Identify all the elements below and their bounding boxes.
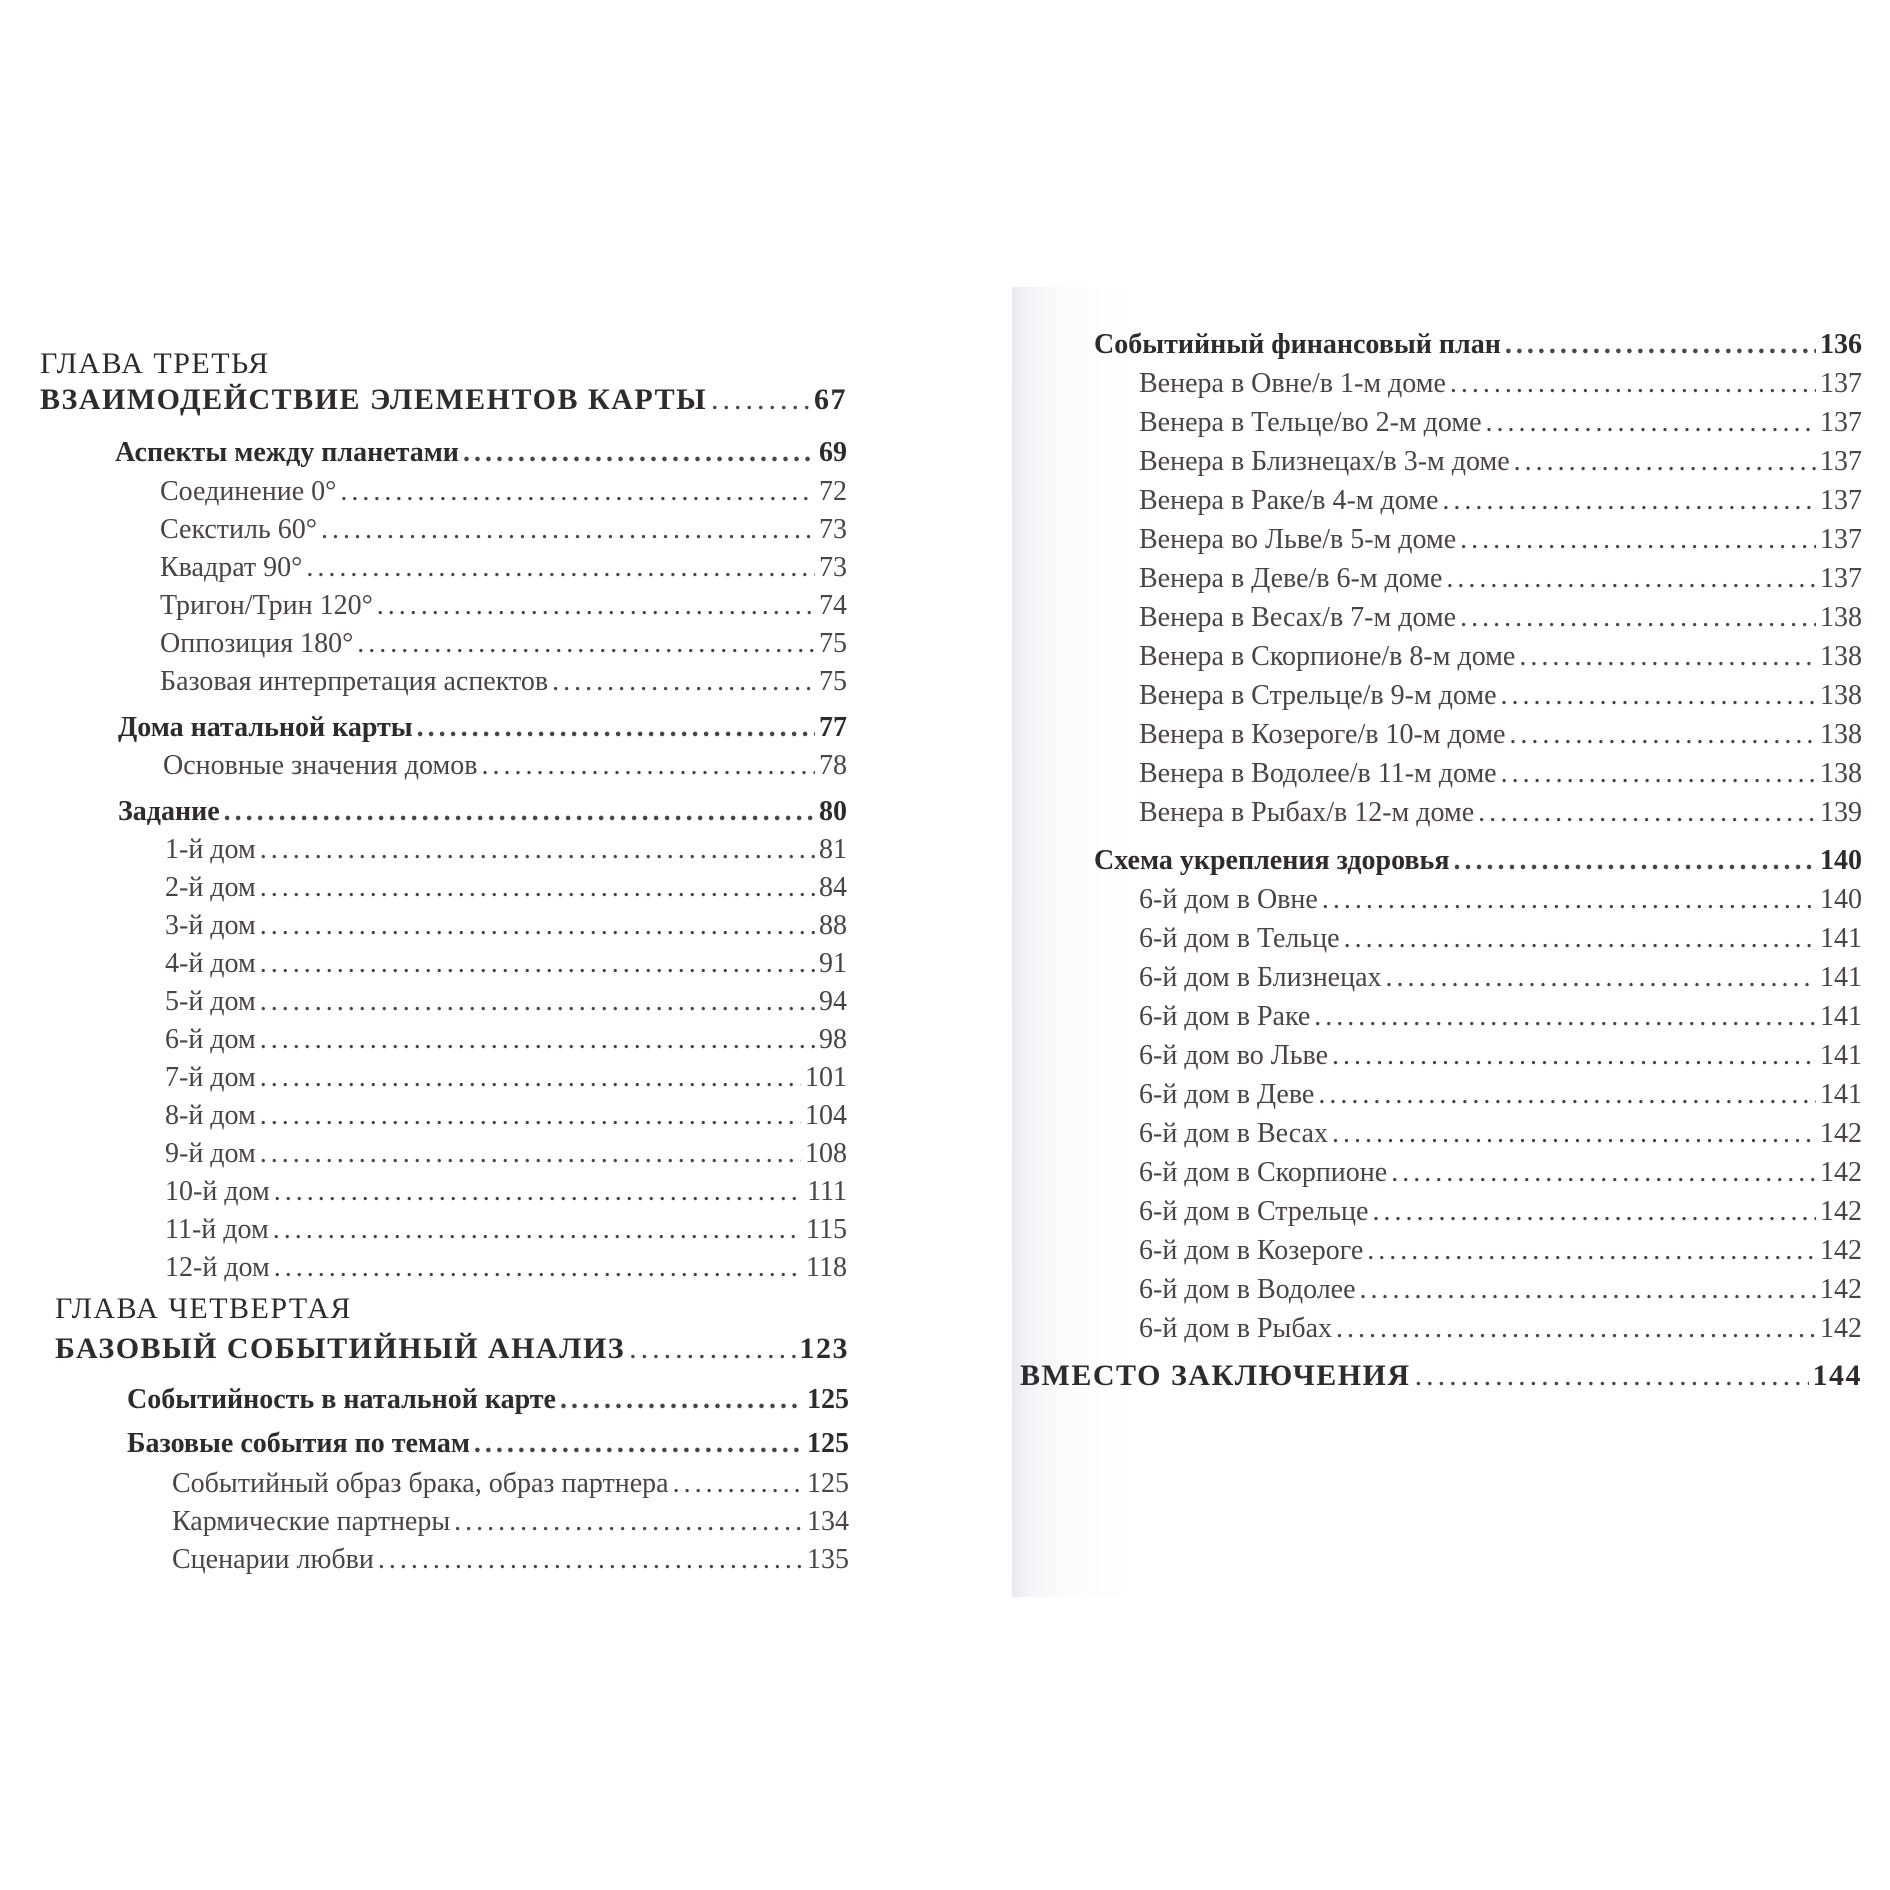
toc-subsection (165, 1024, 847, 1056)
toc-title: 3-й дом (165, 910, 256, 941)
toc-leader (481, 750, 815, 782)
toc-title: 9-й дом (165, 1138, 256, 1169)
toc-page: 140 (1820, 845, 1862, 876)
toc-page: 125 (807, 1468, 849, 1499)
toc-section (1094, 845, 1862, 877)
toc-section (127, 1384, 849, 1416)
toc-section (1094, 329, 1862, 361)
toc-subsection (1139, 962, 1862, 994)
toc-title: 6-й дом в Весах (1139, 1118, 1328, 1149)
toc-subsection (1139, 368, 1862, 400)
toc-page: 137 (1820, 485, 1862, 516)
toc-subsection (160, 476, 847, 508)
toc-leader (1514, 446, 1816, 478)
toc-leader (454, 1506, 803, 1538)
toc-leader (1519, 641, 1816, 673)
toc-subsection (165, 1138, 847, 1170)
toc-title: Венера в Скорпионе/в 8-м доме (1139, 641, 1516, 672)
toc-subsection (165, 872, 847, 904)
toc-subsection (1139, 1040, 1862, 1072)
toc-title: Соединение 0° (160, 476, 337, 507)
toc-page: 138 (1820, 602, 1862, 633)
toc-title: 6-й дом в Раке (1139, 1001, 1311, 1032)
toc-leader (377, 590, 815, 622)
toc-title: Венера в Деве/в 6-м доме (1139, 563, 1443, 594)
toc-subsection (1139, 1196, 1862, 1228)
toc-page: 144 (1812, 1359, 1862, 1392)
toc-page: 91 (819, 948, 847, 979)
toc-leader (1322, 884, 1816, 916)
toc-page: 101 (805, 1062, 847, 1093)
toc-title: Задание (118, 796, 220, 827)
toc-title: Секстиль 60° (160, 514, 317, 545)
toc-title: Венера в Близнецах/в 3-м доме (1139, 446, 1510, 477)
toc-subsection (165, 948, 847, 980)
toc-subsection (1139, 1235, 1862, 1267)
toc-title: Квадрат 90° (160, 552, 303, 583)
toc-subsection (165, 1062, 847, 1094)
toc-subsection (1139, 1079, 1862, 1111)
toc-title: Венера в Овне/в 1-м доме (1139, 368, 1446, 399)
toc-page: 118 (806, 1252, 847, 1283)
toc-leader (1332, 1040, 1816, 1072)
toc-title: 6-й дом в Козероге (1139, 1235, 1364, 1266)
toc-title: 6-й дом (165, 1024, 256, 1055)
toc-page: 141 (1820, 1040, 1862, 1071)
toc-title: Сценарии любви (172, 1544, 374, 1575)
toc-page: 141 (1820, 1001, 1862, 1032)
toc-page: 138 (1820, 641, 1862, 672)
toc-title: 6-й дом в Стрельце (1139, 1196, 1369, 1227)
toc-title: ВМЕСТО ЗАКЛЮЧЕНИЯ (1020, 1359, 1411, 1392)
toc-subsection (1139, 1118, 1862, 1150)
toc-subsection (1139, 1274, 1862, 1306)
toc-title: Базовые события по темам (127, 1428, 470, 1459)
toc-leader (340, 476, 815, 508)
toc-page: 73 (819, 514, 847, 545)
toc-title: 4-й дом (165, 948, 256, 979)
chapter-label: ГЛАВА ТРЕТЬЯ (40, 347, 270, 380)
toc-leader (1478, 797, 1816, 829)
toc-page: 137 (1820, 368, 1862, 399)
toc-page: 67 (814, 383, 847, 416)
toc-page: 136 (1820, 329, 1862, 360)
toc-title: 6-й дом в Деве (1139, 1079, 1315, 1110)
toc-page: 137 (1820, 524, 1862, 555)
toc-page: 125 (807, 1384, 849, 1415)
toc-page: 75 (819, 666, 847, 697)
toc-subsection (1139, 797, 1862, 829)
toc-leader (260, 1024, 815, 1056)
toc-subsection (172, 1544, 849, 1576)
toc-title: 5-й дом (165, 986, 256, 1017)
toc-leader (1344, 923, 1816, 955)
toc-page: 139 (1820, 797, 1862, 828)
toc-leader (1486, 407, 1817, 439)
toc-page: 74 (819, 590, 847, 621)
toc-leader (1336, 1313, 1816, 1345)
toc-title: 6-й дом во Льве (1139, 1040, 1329, 1071)
toc-title: Венера в Козероге/в 10-м доме (1139, 719, 1506, 750)
toc-title: Схема укрепления здоровья (1094, 845, 1450, 876)
toc-page: 141 (1820, 962, 1862, 993)
toc-page: 108 (805, 1138, 847, 1169)
toc-title: 10-й дом (165, 1176, 270, 1207)
toc-leader (260, 834, 815, 866)
toc-leader (629, 1332, 795, 1366)
toc-leader (260, 872, 815, 904)
toc-leader (1501, 758, 1816, 790)
toc-title: Венера в Тельце/во 2-м доме (1139, 407, 1482, 438)
toc-leader (321, 514, 815, 546)
toc-title: ВЗАИМОДЕЙСТВИЕ ЭЛЕМЕНТОВ КАРТЫ (40, 383, 708, 416)
toc-leader (273, 1214, 802, 1246)
toc-leader (1460, 602, 1816, 634)
toc-title: Венера в Рыбах/в 12-м доме (1139, 797, 1475, 828)
toc-leader (1442, 485, 1816, 517)
toc-leader (1454, 845, 1816, 877)
toc-title: Базовая интерпретация аспектов (160, 666, 549, 697)
toc-leader (260, 1062, 801, 1094)
toc-title: 6-й дом в Скорпионе (1139, 1157, 1388, 1188)
toc-subsection (1139, 1157, 1862, 1189)
toc-subsection (165, 910, 847, 942)
toc-title: Оппозиция 180° (160, 628, 354, 659)
toc-page: 80 (819, 796, 847, 827)
toc-subsection (165, 1176, 847, 1208)
toc-page: 142 (1820, 1313, 1862, 1344)
toc-leader (1360, 1274, 1816, 1306)
toc-title: 6-й дом в Близнецах (1139, 962, 1382, 993)
toc-title: Тригон/Трин 120° (160, 590, 373, 621)
chapter-label: ГЛАВА ЧЕТВЕРТАЯ (55, 1292, 352, 1325)
toc-page: 142 (1820, 1118, 1862, 1149)
toc-leader (274, 1252, 802, 1284)
toc-page: 84 (819, 872, 847, 903)
toc-page: 135 (807, 1544, 849, 1575)
toc-subsection (165, 986, 847, 1018)
toc-page: 138 (1820, 719, 1862, 750)
toc-chapter (55, 1332, 849, 1366)
toc-title: Аспекты между планетами (115, 437, 459, 468)
toc-page: 69 (819, 437, 847, 468)
toc-leader (1501, 680, 1816, 712)
toc-page: 142 (1820, 1196, 1862, 1227)
toc-page: 123 (799, 1332, 849, 1365)
toc-subsection (160, 666, 847, 698)
toc-page: 142 (1820, 1274, 1862, 1305)
toc-subsection (163, 750, 847, 782)
toc-subsection (1139, 1313, 1862, 1345)
toc-title: БАЗОВЫЙ СОБЫТИЙНЫЙ АНАЛИЗ (55, 1332, 626, 1365)
toc-leader (378, 1544, 803, 1576)
toc-page: 141 (1820, 923, 1862, 954)
toc-leader (417, 712, 815, 744)
toc-leader (1505, 329, 1816, 361)
toc-leader (1415, 1359, 1809, 1393)
toc-page: 77 (819, 712, 847, 743)
toc-title: 8-й дом (165, 1100, 256, 1131)
toc-leader (1332, 1118, 1816, 1150)
toc-leader (260, 910, 815, 942)
toc-page: 142 (1820, 1235, 1862, 1266)
toc-title: Венера в Раке/в 4-м доме (1139, 485, 1439, 516)
toc-chapter (40, 383, 847, 417)
toc-subsection (1139, 758, 1862, 790)
toc-leader (357, 628, 815, 660)
toc-title: 6-й дом в Водолее (1139, 1274, 1356, 1305)
toc-leader (260, 1138, 801, 1170)
toc-leader (1372, 1196, 1816, 1228)
toc-page: 138 (1820, 758, 1862, 789)
toc-leader (1386, 962, 1816, 994)
toc-subsection (1139, 563, 1862, 595)
toc-leader (1446, 563, 1816, 595)
toc-page: 142 (1820, 1157, 1862, 1188)
toc-subsection (1139, 884, 1862, 916)
toc-subsection (1139, 923, 1862, 955)
toc-title: 7-й дом (165, 1062, 256, 1093)
toc-leader (1450, 368, 1816, 400)
toc-subsection (165, 1214, 847, 1246)
toc-leader (306, 552, 815, 584)
toc-subsection (165, 1100, 847, 1132)
toc-page: 73 (819, 552, 847, 583)
toc-page: 94 (819, 986, 847, 1017)
toc-leader (463, 437, 815, 469)
toc-page: 138 (1820, 680, 1862, 711)
toc-leader (560, 1384, 803, 1416)
toc-leader (673, 1468, 803, 1500)
toc-subsection (160, 590, 847, 622)
toc-subsection (1139, 719, 1862, 751)
toc-leader (1391, 1157, 1816, 1189)
right-page (1012, 287, 1890, 1597)
toc-section (127, 1428, 849, 1460)
toc-subsection (1139, 602, 1862, 634)
toc-title: Дома натальной карты (118, 712, 413, 743)
toc-subsection (1139, 524, 1862, 556)
toc-leader (274, 1176, 803, 1208)
toc-page: 111 (807, 1176, 847, 1207)
toc-page: 137 (1820, 407, 1862, 438)
toc-page: 141 (1820, 1079, 1862, 1110)
toc-page: 137 (1820, 563, 1862, 594)
toc-page: 137 (1820, 446, 1862, 477)
toc-title: Кармические партнеры (172, 1506, 451, 1537)
toc-leader (1509, 719, 1816, 751)
toc-subsection (1139, 680, 1862, 712)
toc-page: 81 (819, 834, 847, 865)
toc-title: Венера в Стрельце/в 9-м доме (1139, 680, 1497, 711)
toc-title: Венера во Льве/в 5-м доме (1139, 524, 1457, 555)
toc-subsection (1139, 641, 1862, 673)
toc-page: 88 (819, 910, 847, 941)
toc-page: 78 (819, 750, 847, 781)
toc-section (115, 437, 847, 469)
toc-title: Основные значения домов (163, 750, 478, 781)
toc-leader (474, 1428, 803, 1460)
toc-chapter (1020, 1359, 1862, 1393)
toc-leader (260, 986, 815, 1018)
toc-subsection (165, 834, 847, 866)
toc-leader (1460, 524, 1816, 556)
toc-leader (260, 948, 815, 980)
toc-title: 2-й дом (165, 872, 256, 903)
toc-title: 1-й дом (165, 834, 256, 865)
toc-subsection (160, 628, 847, 660)
toc-subsection (1139, 485, 1862, 517)
toc-title: 6-й дом в Овне (1139, 884, 1318, 915)
toc-leader (1314, 1001, 1816, 1033)
toc-subsection (1139, 1001, 1862, 1033)
toc-title: 11-й дом (165, 1214, 269, 1245)
toc-page: 140 (1820, 884, 1862, 915)
toc-page: 104 (805, 1100, 847, 1131)
toc-title: Венера в Весах/в 7-м доме (1139, 602, 1457, 633)
toc-title: Событийность в натальной карте (127, 1384, 556, 1415)
toc-title: Венера в Водолее/в 11-м доме (1139, 758, 1497, 789)
toc-title: 6-й дом в Тельце (1139, 923, 1340, 954)
toc-section (118, 796, 847, 828)
toc-page: 75 (819, 628, 847, 659)
toc-leader (224, 796, 815, 828)
toc-section (118, 712, 847, 744)
toc-title: 12-й дом (165, 1252, 270, 1283)
toc-leader (711, 383, 810, 417)
toc-title: Событийный образ брака, образ партнера (172, 1468, 669, 1499)
toc-page: 115 (806, 1214, 847, 1245)
toc-title: 6-й дом в Рыбах (1139, 1313, 1333, 1344)
toc-leader (260, 1100, 801, 1132)
toc-subsection (172, 1506, 849, 1538)
toc-page: 72 (819, 476, 847, 507)
toc-subsection (1139, 407, 1862, 439)
toc-subsection (160, 552, 847, 584)
toc-subsection (172, 1468, 849, 1500)
toc-subsection (1139, 446, 1862, 478)
toc-leader (552, 666, 815, 698)
toc-page: 98 (819, 1024, 847, 1055)
toc-leader (1318, 1079, 1816, 1111)
toc-page: 134 (807, 1506, 849, 1537)
toc-title: Событийный финансовый план (1094, 329, 1501, 360)
toc-leader (1367, 1235, 1816, 1267)
toc-subsection (165, 1252, 847, 1284)
toc-page: 125 (807, 1428, 849, 1459)
toc-subsection (160, 514, 847, 546)
